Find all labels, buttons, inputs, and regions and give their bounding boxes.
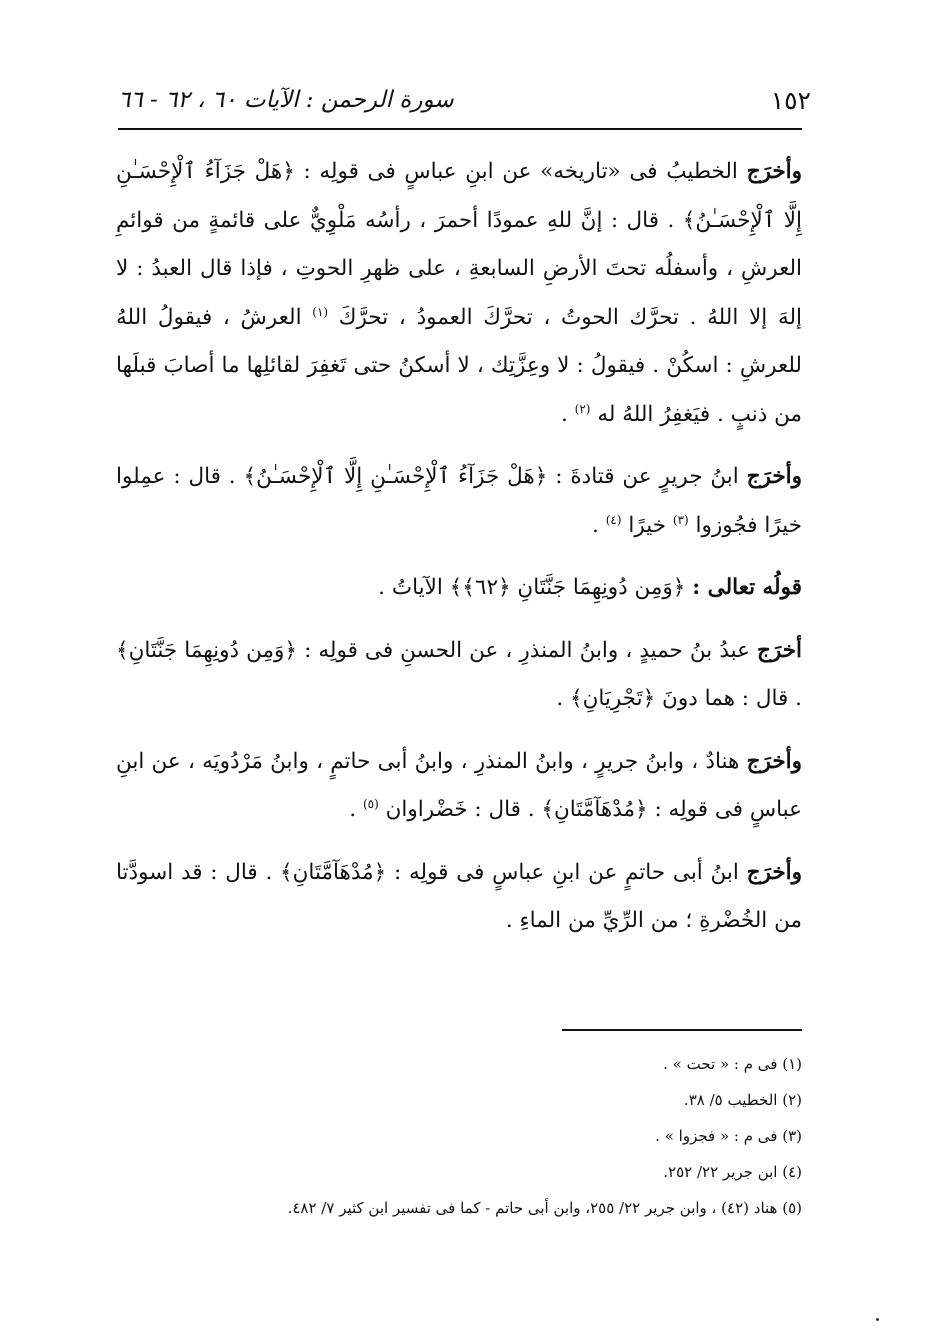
paragraph-end: . [560,401,568,427]
footnote-4: (٤) ابن جرير ٢٢/ ٢٥٢. [663,1163,802,1181]
paragraph-2 [116,453,802,550]
footnotes [120,1046,802,1226]
page-header [118,80,811,120]
footnote-ref-5[interactable]: (٥) [362,796,379,811]
paragraph-lead: أخرَج [756,637,802,663]
paragraph-end: . [592,512,599,538]
footnote-rule [562,1029,802,1031]
paragraph-4 [116,627,802,724]
footnote-2: (٢) الخطيب ٥/ ٣٨. [683,1091,802,1109]
footnote-ref-3[interactable]: (٣) [672,512,689,527]
page-number: ١٥٢ [770,85,811,115]
footnote-ref-2[interactable]: (٢) [574,401,591,416]
paragraph-end: . [349,797,357,822]
paragraph-6 [116,849,802,946]
paragraph-text: عبدُ بنُ حميدٍ ، وابنُ المنذرِ ، عن الحسنِ فى قولِه : ﴿وَمِن دُونِهِمَا جَنَّتَانِ﴾ . قال : هما دونَ ﴿تَجْرِيَانِ﴾ . [116,637,802,711]
footnote-ref-1[interactable]: (١) [312,304,329,319]
paragraph-lead: وأخرَج [746,464,802,489]
paragraph-lead: قولُه تعالى : [692,575,802,600]
paragraph-text: ﴿وَمِن دُونِهِمَا جَنَّتَانِ ﴿٦٢﴾﴾ الآياتُ . [378,575,686,600]
paragraph-text: الخطيبُ فى «تاريخه» عن ابنِ عباسٍ فى قولِه : ﴿هَلْ جَزَآءُ ٱلْإِحْسَـٰنِ إِلَّا ٱلْإِحْسَـٰنُ﴾ . قال : إنَّ للهِ عمودًا أحمرَ ، رأسُه مَلْوِيٌّ على قائمةٍ من قوائمِ العرشِ ، وأسفلُه تحتَ الأرضِ السابعةِ ، على ظهرِ الحوتِ ، فإذا قال العبدُ : لا إلهَ إلا اللهُ . تحرَّك الحوتُ ، تحرَّكَ العمودُ ، تحرَّكَ [116,159,802,330]
footnote-5: (٥) هناد (٤٢) ، وابن جرير ٢٢/ ٢٥٥، وابن أبى حاتم - كما فى تفسير ابن كثير ٧/ ٤٨٢. [287,1199,802,1217]
header-rule [118,128,802,130]
paragraph-text: ابنُ أبى حاتمٍ عن ابنِ عباسٍ فى قولِه : ﴿مُدْهَآمَّتَانِ﴾ . قال : قد اسودَّتا من الخُضْرةِ ؛ من الرِّيِّ من الماءِ . [116,859,802,933]
footnote-1: (١) فى م : « تحت » . [663,1055,802,1073]
paragraph-text: هنادٌ ، وابنُ جريرٍ ، وابنُ المنذرِ ، وابنُ أبى حاتمٍ ، وابنُ مَرْدُويَه ، عن ابنِ عباسٍ فى قولِه : ﴿مُدْهَآمَّتَانِ﴾ . قال : خَضْراوان [116,748,802,822]
running-head: سورة الرحمن : الآيات ٦٠ ، ٦٢ - ٦٦ [118,87,454,113]
paragraph-text: ابنُ جريرٍ عن قتادةَ : ﴿هَلْ جَزَآءُ ٱلْإِحْسَـٰنِ إِلَّا ٱلْإِحْسَـٰنُ﴾ . قال : عمِلوا خيرًا فجُوزوا [116,464,802,538]
paragraph-lead: وأخرَج [746,159,802,184]
paragraph-text: خيرًا [628,512,667,538]
footnote-ref-4[interactable]: (٤) [605,512,622,527]
footnote-3: (٣) فى م : « فجزوا » . [655,1127,802,1145]
paragraph-lead: وأخرَج [746,748,802,774]
paragraph-text: العرشُ ، فيقولُ اللهُ للعرشِ : اسكُنْ . فيقولُ : لا وعِزَّتِك ، لا أسكنُ حتى تَغفِرَ لقائلِها ما أصابَ قبلَها من ذنبٍ . فيَغفِرُ اللهُ له [116,304,802,427]
paragraph-3 [116,564,802,613]
paragraph-lead: وأخرَج [746,859,802,885]
scan-speck [876,1318,879,1321]
paragraph-1 [116,148,802,439]
main-text [116,148,802,960]
paragraph-5 [116,738,802,835]
